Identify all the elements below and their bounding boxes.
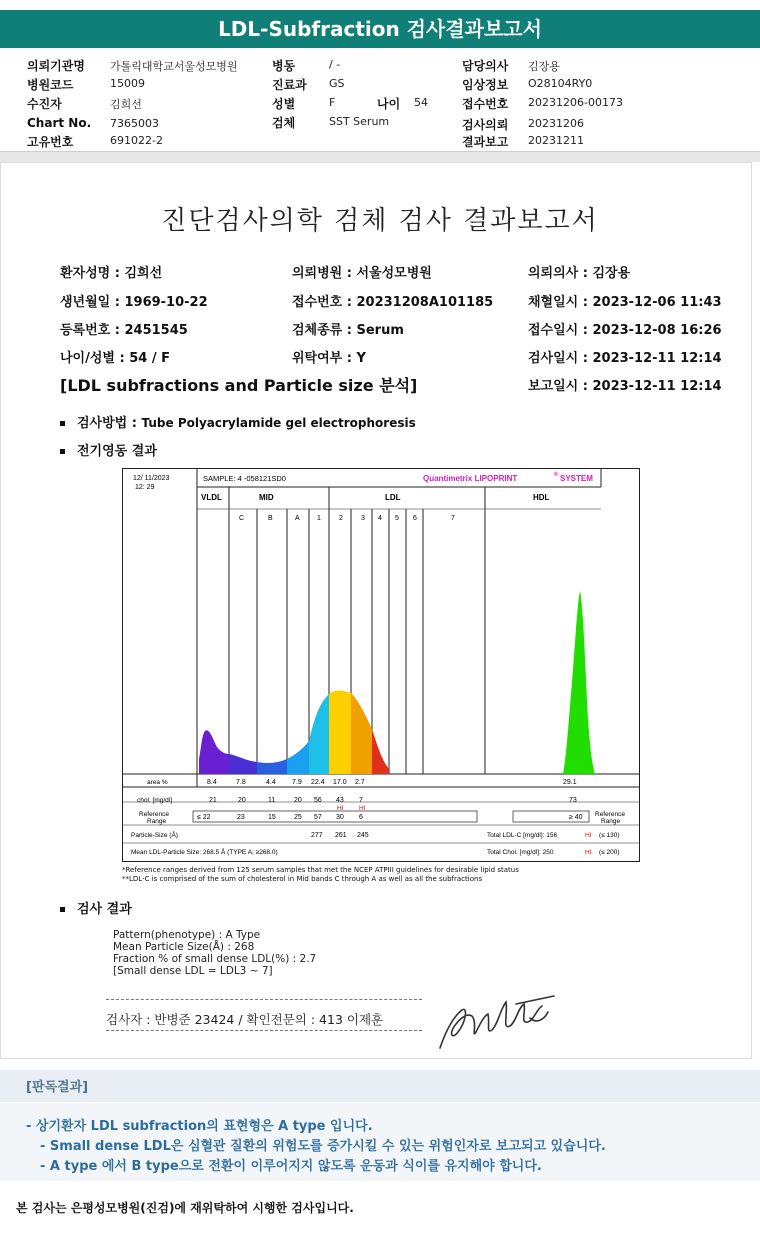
header-value: / -	[329, 58, 341, 71]
ref-value: ≤ 22	[197, 814, 211, 821]
ref-label: Range	[147, 818, 167, 825]
header-value: 54	[414, 96, 428, 109]
subband-label: 5	[395, 515, 399, 522]
band-label-hdl: HDL	[533, 493, 550, 502]
band-label-mid: MID	[259, 493, 274, 502]
interpretation-header	[0, 1070, 760, 1102]
chol-value: 21	[209, 797, 217, 804]
peak-vldl	[199, 730, 229, 774]
subband-label: 7	[451, 515, 455, 522]
particle-size-label: Particle-Size (Å)	[131, 832, 178, 839]
ref-value: 6	[359, 814, 363, 821]
peak-ldl-4	[372, 729, 389, 774]
electrophoresis-label: 전기영동 결과	[77, 444, 157, 459]
result-line: Fraction % of small dense LDL(%) : 2.7	[113, 953, 317, 965]
interpretation-line: - A type 에서 B type으로 전환이 이루어지지 않도록 운동과 식이를 유지해야 합니다.	[40, 1159, 542, 1174]
area-value: 7.8	[236, 779, 246, 786]
subband-label: 6	[413, 515, 417, 522]
subband-label: 2	[339, 515, 343, 522]
band-label-vldl: VLDL	[201, 493, 222, 502]
info-registration-no: 등록번호 : 2451545	[60, 323, 188, 338]
particle-size-value: 261	[335, 832, 347, 839]
ref-value: 57	[314, 814, 322, 821]
peak-ldl-3	[351, 693, 372, 774]
lipoprint-svg	[123, 469, 639, 861]
chart-brand: Quantimetrix LIPOPRINT	[423, 474, 518, 483]
header-value: SST Serum	[329, 115, 390, 128]
info-specimen-type: 검체종류 : Serum	[292, 323, 404, 338]
result-heading	[60, 898, 132, 917]
header-label: 진료과	[272, 78, 307, 92]
footer-note: 본 검사는 은평성모병원(진검)에 재위탁하여 시행한 검사입니다.	[16, 1201, 354, 1215]
examiner-line: 검사자 : 반병준 23424 / 확인전문의 : 413 이제훈	[106, 1012, 384, 1027]
chol-values	[209, 797, 577, 812]
footnote-line: *Reference ranges derived from 125 serum samples that met the NCEP ATPIII guidelines for desirable lipid status	[122, 866, 519, 874]
header-label: 나이	[377, 97, 401, 111]
chol-value-hdl: 73	[569, 797, 577, 804]
header-label: Chart No.	[27, 116, 92, 130]
method-label: 검사방법 :	[77, 416, 137, 431]
lipoprint-chart	[122, 468, 640, 862]
ref-values	[197, 814, 583, 821]
chart-footnote	[122, 866, 519, 884]
interpretation-title: [판독결과]	[26, 1080, 89, 1095]
info-outsourced: 위탁여부 : Y	[292, 351, 366, 366]
peak-ldl-1	[309, 694, 329, 774]
subband-label: 3	[361, 515, 365, 522]
hi-flag: HI	[337, 805, 344, 812]
electrophoresis-heading	[60, 440, 157, 459]
info-doctor: 의뢰의사 : 김장용	[528, 266, 631, 281]
header-label: 결과보고	[462, 135, 509, 149]
header-label: 검사의뢰	[462, 118, 509, 132]
ref-value: 23	[237, 814, 245, 821]
ref-label: Reference	[595, 811, 625, 818]
area-value-hdl: 29.1	[563, 779, 577, 786]
result-line: [Small dense LDL = LDL3 ~ 7]	[113, 965, 273, 977]
chol-value: 20	[294, 797, 302, 804]
chart-sample: SAMPLE: 4 -058121SD0	[203, 474, 286, 483]
area-value: 7.9	[292, 779, 302, 786]
header-value: 20231211	[528, 134, 584, 147]
area-value: 22.4	[311, 779, 325, 786]
result-label: 검사 결과	[77, 902, 132, 917]
method-value: Tube Polyacrylamide gel electrophoresis	[141, 416, 416, 430]
particle-size-value: 277	[311, 832, 323, 839]
area-values	[207, 779, 577, 786]
total-chol-ref: (≤ 200)	[599, 849, 620, 856]
chart-brand-suffix: SYSTEM	[560, 474, 593, 483]
area-value: 8.4	[207, 779, 217, 786]
ref-value: 25	[294, 814, 302, 821]
chart-time: 12: 29	[135, 484, 155, 491]
peak-ldl-2	[329, 691, 351, 775]
info-age-sex: 나이/성별 : 54 / F	[60, 351, 171, 366]
registered-mark: ®	[554, 472, 559, 478]
method-line	[60, 412, 416, 431]
ref-value: 15	[268, 814, 276, 821]
header-label: 수진자	[27, 97, 62, 111]
bullet-icon	[60, 449, 65, 454]
subband-label: 1	[317, 515, 321, 522]
report-title: 진단검사의학 검체 검사 결과보고서	[161, 206, 599, 236]
row-label-chol: chol. [mg/dl]	[137, 797, 173, 804]
header-value: 김희선	[110, 98, 142, 111]
chol-value: 43	[336, 797, 344, 804]
title-bar	[0, 10, 760, 48]
header-label: 임상정보	[462, 78, 509, 92]
peak-hdl	[563, 591, 595, 774]
header-value: 691022-2	[110, 134, 163, 147]
area-value: 4.4	[266, 779, 276, 786]
section-heading: [LDL subfractions and Particle size 분석]	[60, 376, 418, 395]
header-value: 20231206-00173	[528, 96, 623, 109]
total-chol-hi: HI	[585, 849, 592, 856]
signature-icon	[432, 990, 562, 1056]
info-receipt-no: 접수번호 : 20231208A101185	[292, 295, 494, 310]
header-label: 성별	[272, 97, 296, 111]
row-label-area: area %	[147, 779, 168, 786]
header-label: 병원코드	[27, 78, 74, 92]
info-birthdate: 생년월일 : 1969-10-22	[60, 295, 208, 310]
bullet-icon	[60, 421, 65, 426]
hi-flag: HI	[359, 805, 366, 812]
header-label: 검체	[272, 116, 296, 130]
total-chol-label: Total Chol. [mg/dl]: 250	[487, 849, 554, 856]
result-text	[113, 929, 316, 977]
total-ldl-label: Total LDL-C [mg/dl]: 156	[487, 832, 558, 839]
ref-label: Range	[601, 818, 621, 825]
header-value: 20231206	[528, 117, 584, 130]
result-line: Pattern(phenotype) : A Type	[113, 929, 261, 941]
subband-label: A	[295, 515, 300, 522]
header-value: F	[329, 96, 336, 109]
ref-label: Reference	[139, 811, 169, 818]
subband-label: B	[268, 515, 273, 522]
mean-particle-size: Mean LDL-Particle Size: 268.5 Å (TYPE A; ≥268.0)	[131, 849, 278, 856]
band-label-ldl: LDL	[385, 493, 401, 502]
bullet-icon	[60, 907, 65, 912]
header-label: 의뢰기관명	[27, 59, 85, 73]
info-receipt-time: 접수일시 : 2023-12-08 16:26	[528, 323, 722, 338]
total-ldl-ref: (≤ 130)	[599, 832, 620, 839]
info-collection-time: 채혈일시 : 2023-12-06 11:43	[528, 295, 722, 310]
header-value: O28104RY0	[528, 77, 593, 90]
info-hospital: 의뢰병원 : 서울성모병원	[292, 266, 432, 281]
chart-date: 12/ 11/2023	[133, 475, 170, 482]
info-report-time: 보고일시 : 2023-12-11 12:14	[528, 379, 722, 394]
chol-value: 20	[238, 797, 246, 804]
header-label: 고유번호	[27, 135, 74, 149]
interpretation-line: - 상기환자 LDL subfraction의 표현형은 A type 입니다.	[26, 1119, 373, 1134]
particle-size-value: 245	[357, 832, 369, 839]
header-value: GS	[329, 77, 345, 90]
subband-label: C	[239, 515, 245, 522]
header-value: 김장용	[528, 60, 560, 73]
header-label: 병동	[272, 59, 296, 73]
chol-value: 56	[314, 797, 322, 804]
peak-mid-b	[257, 759, 287, 774]
header-value: 7365003	[110, 117, 159, 130]
header-value: 15009	[110, 77, 145, 90]
chol-value: 11	[268, 797, 276, 804]
ref-value: 30	[336, 814, 344, 821]
footnote-line: **LDL-C is comprised of the sum of cholesterol in Mid bands C through A as well as all the subfractions	[122, 875, 483, 883]
area-value: 17.0	[333, 779, 347, 786]
interpretation-line: - Small dense LDL은 심혈관 질환의 위험도를 증가시킬 수 있는 위험인자로 보고되고 있습니다.	[40, 1139, 606, 1154]
page-title: LDL-Subfraction 검사결과보고서	[218, 17, 542, 41]
ref-value-hdl: ≥ 40	[569, 814, 583, 821]
chol-value: 7	[359, 797, 363, 804]
info-test-time: 검사일시 : 2023-12-11 12:14	[528, 351, 722, 366]
divider	[106, 1030, 422, 1031]
header-label: 담당의사	[462, 59, 509, 73]
header-label: 접수번호	[462, 97, 509, 111]
info-patient-name: 환자성명 : 김희선	[60, 266, 163, 281]
electropherogram	[199, 591, 595, 774]
peak-mid-a	[287, 741, 309, 774]
header-value: 가톨릭대학교서울성모병원	[110, 60, 238, 73]
subband-label: 4	[378, 515, 382, 522]
total-ldl-hi: HI	[585, 832, 592, 839]
result-line: Mean Particle Size(Å) : 268	[113, 941, 255, 953]
area-value: 2.7	[355, 779, 365, 786]
peak-mid-c	[229, 754, 257, 774]
header-divider	[0, 151, 760, 162]
divider	[106, 999, 422, 1000]
